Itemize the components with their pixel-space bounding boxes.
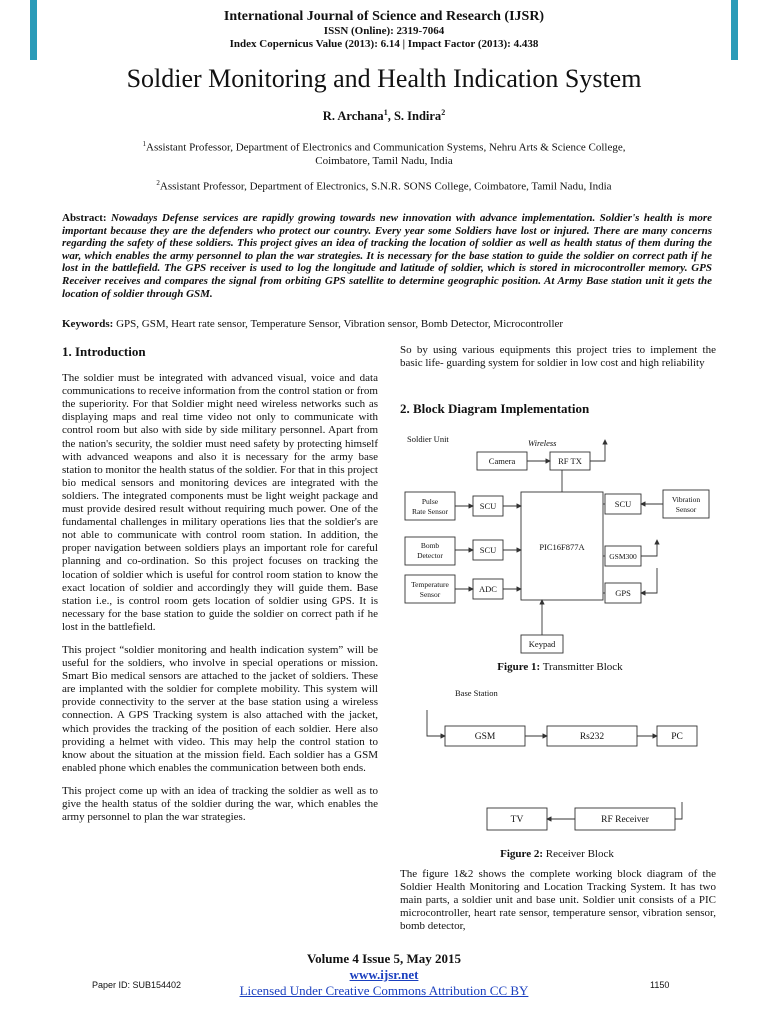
author-1-sup: 1 xyxy=(383,108,388,117)
intro-paragraph-4: So by using various equipments this project tries to implement the basic life- guarding system for soldier in low cost and high reliability xyxy=(400,344,716,370)
temp-label-2: Sensor xyxy=(419,590,441,599)
section-1-heading: 1. Introduction xyxy=(62,344,146,359)
gsm300-label: GSM300 xyxy=(609,552,637,561)
left-column xyxy=(62,345,378,834)
journal-name: International Journal of Science and Research (IJSR) xyxy=(223,9,545,24)
page-number: 1150 xyxy=(650,980,670,990)
paper-id: Paper ID: SUB154402 xyxy=(92,980,182,990)
abstract-text: Nowadays Defense services are rapidly growing towards new innovation with advance implementation. Soldier's health is more important because they are the defenders who protect our country. Every year some Soldiers have lost or injured. There are many concerns regarding the safety of these soldiers. This project gives an idea of tracking the location of soldier as well as health status of them during the war, which enables the army personnel to plan the war strategies. It is necessary for the base station to guide the soldier on correct path if he lost in the battlefield. The GPS receiver is used to log the longitude and latitude of soldier, which is stored in microcontroller memory. GPS Receiver receives and compares the signal from orbiting GPS satellite to determine geographic position. At Army Base station unit it gets the location of soldier through GSM. xyxy=(62,212,712,300)
bomb-label-2: Detector xyxy=(417,551,443,560)
adc-label: ADC xyxy=(479,584,497,594)
footer-license-link[interactable]: Licensed Under Creative Commons Attribution CC BY xyxy=(239,983,529,998)
pulse-label-2: Rate Sensor xyxy=(411,507,449,516)
scu-3-label: SCU xyxy=(614,499,632,509)
pulse-label-1: Pulse xyxy=(421,497,439,506)
affiliation-2-line1: Assistant Professor, Department of Electronics, S.N.R. SONS College, Coimbatore, Tamil Nadu, India xyxy=(159,180,612,193)
rs232-label: Rs232 xyxy=(579,732,605,742)
right-column-top xyxy=(400,344,716,380)
figure-1-caption-text: Transmitter Block xyxy=(540,661,623,673)
journal-issn: ISSN (Online): 2319-7064 xyxy=(323,25,445,37)
wireless-label: Wireless xyxy=(528,438,557,448)
keywords xyxy=(62,318,712,330)
figure-2-caption-label: Figure 2: xyxy=(500,848,543,860)
abstract xyxy=(62,212,712,300)
rftx-label: RF TX xyxy=(558,456,582,466)
temp-label-1: Temperature xyxy=(411,580,449,589)
scu-1-label: SCU xyxy=(479,501,497,511)
block-diagrams xyxy=(395,430,725,860)
gps-label: GPS xyxy=(615,588,631,598)
affiliation-1 xyxy=(100,138,668,168)
soldier-unit-label: Soldier Unit xyxy=(407,434,449,444)
affiliation-2 xyxy=(100,177,668,194)
journal-header xyxy=(0,8,768,51)
affiliation-2-sup: 2 xyxy=(156,179,160,187)
rf-receiver-label: RF Receiver xyxy=(601,815,649,825)
pc-label: PC xyxy=(671,732,683,742)
authors xyxy=(0,108,768,124)
author-2: S. Indira xyxy=(393,109,442,124)
figure-1-caption xyxy=(497,661,623,673)
figure-2-caption-text: Receiver Block xyxy=(543,848,614,860)
vibration-label-2: Sensor xyxy=(675,505,697,514)
affiliation-1-line1: Assistant Professor, Department of Electronics and Communication Systems, Nehru Arts & Science College, xyxy=(146,141,626,154)
intro-paragraph-3: This project come up with an idea of tracking the soldier as well as to give the health status of the soldier during the war, which enables the army personnel to plan the war strategies. xyxy=(62,784,378,824)
tv-label: TV xyxy=(510,815,524,825)
footer-volume: Volume 4 Issue 5, May 2015 xyxy=(306,951,462,966)
keywords-text: GPS, GSM, Heart rate sensor, Temperature Sensor, Vibration sensor, Bomb Detector, Microcontroller xyxy=(116,318,564,330)
author-2-sup: 2 xyxy=(441,108,446,117)
affiliation-1-sup: 1 xyxy=(142,140,146,148)
right-column-bottom xyxy=(400,868,716,943)
keywords-label: Keywords: xyxy=(62,318,114,330)
section-2-paragraph: The figure 1&2 shows the complete working block diagram of the Soldier Health Monitoring and Location Tracking System. It has two main parts, a soldier unit and base unit. Soldier unit consists of a PIC microcontroller, heart rate sensor, temperature sensor, vibration sensor, bomb detector, xyxy=(400,868,716,933)
gsm-label: GSM xyxy=(474,732,496,742)
intro-paragraph-2: This project “soldier monitoring and health indication system” will be useful for the soldiers, who involve in special operations or mission. Smart Bio medical sensors are attached to the jacket of soldiers. These are implanted with the soldier for complete mobility. This system will provide connectivity to the server at the base station using a wireless connection. A GPS Tracking system is also attached with the jacket, which provides the tracking of the position of each soldier. Here also providing a helmet with video. This may help the control station to know about the situation at the mission field. Each soldier has a GSM enabled phone which enables the communication between both ends. xyxy=(62,643,378,774)
intro-paragraph-1: The soldier must be integrated with advanced visual, voice and data communications to receive information from the control station or from the superiority. For that Soldier might need wireless networks such as displaying maps and real time video not only to communicate with control room but also with side by side military personnel. Apart from the nation's security, the soldier must need safety by protecting himself with advanced weapons and also it is necessary for the army base station to monitor the health status of the soldier. For that in this project bio medical sensors and monitoring devices are integrated with the soldiers. The integrated components must be light weight package and must provide desired result without requiring much power. One of the fundamental challenges in military operations lies that the soldier's are not able to communicate with control room station. In addition, the proper navigation between soldiers plays an important role for careful planning and co-ordination. So this project focuses on tracking the location of soldier which is useful for control room station to know the exact location of soldier and accordingly they will guide them. Base station i.e., is control room gets location of soldier using GPS. It is necessary for the base station to guide the soldier on correct path if he lost in the battlefield. xyxy=(62,372,378,633)
scu-2-label: SCU xyxy=(479,545,497,555)
footer-url-link[interactable]: www.ijsr.net xyxy=(349,967,419,982)
journal-index: Index Copernicus Value (2013): 6.14 | Impact Factor (2013): 4.438 xyxy=(229,38,539,50)
section-2-heading: 2. Block Diagram Implementation xyxy=(400,401,590,416)
author-1: R. Archana xyxy=(322,109,384,124)
figure-2-caption xyxy=(500,848,614,860)
paper-title: Soldier Monitoring and Health Indication System xyxy=(126,64,642,93)
camera-label: Camera xyxy=(488,456,516,466)
bomb-label-1: Bomb xyxy=(420,541,440,550)
affiliation-1-line2: Coimbatore, Tamil Nadu, India xyxy=(315,154,453,167)
pic-label: PIC16F877A xyxy=(539,542,585,552)
base-station-label: Base Station xyxy=(455,688,498,698)
author-separator: , xyxy=(387,109,394,124)
figure-1-caption-label: Figure 1: xyxy=(497,661,541,673)
keypad-label: Keypad xyxy=(528,639,556,649)
abstract-label: Abstract: xyxy=(62,212,107,224)
vibration-label-1: Vibration xyxy=(671,495,701,504)
